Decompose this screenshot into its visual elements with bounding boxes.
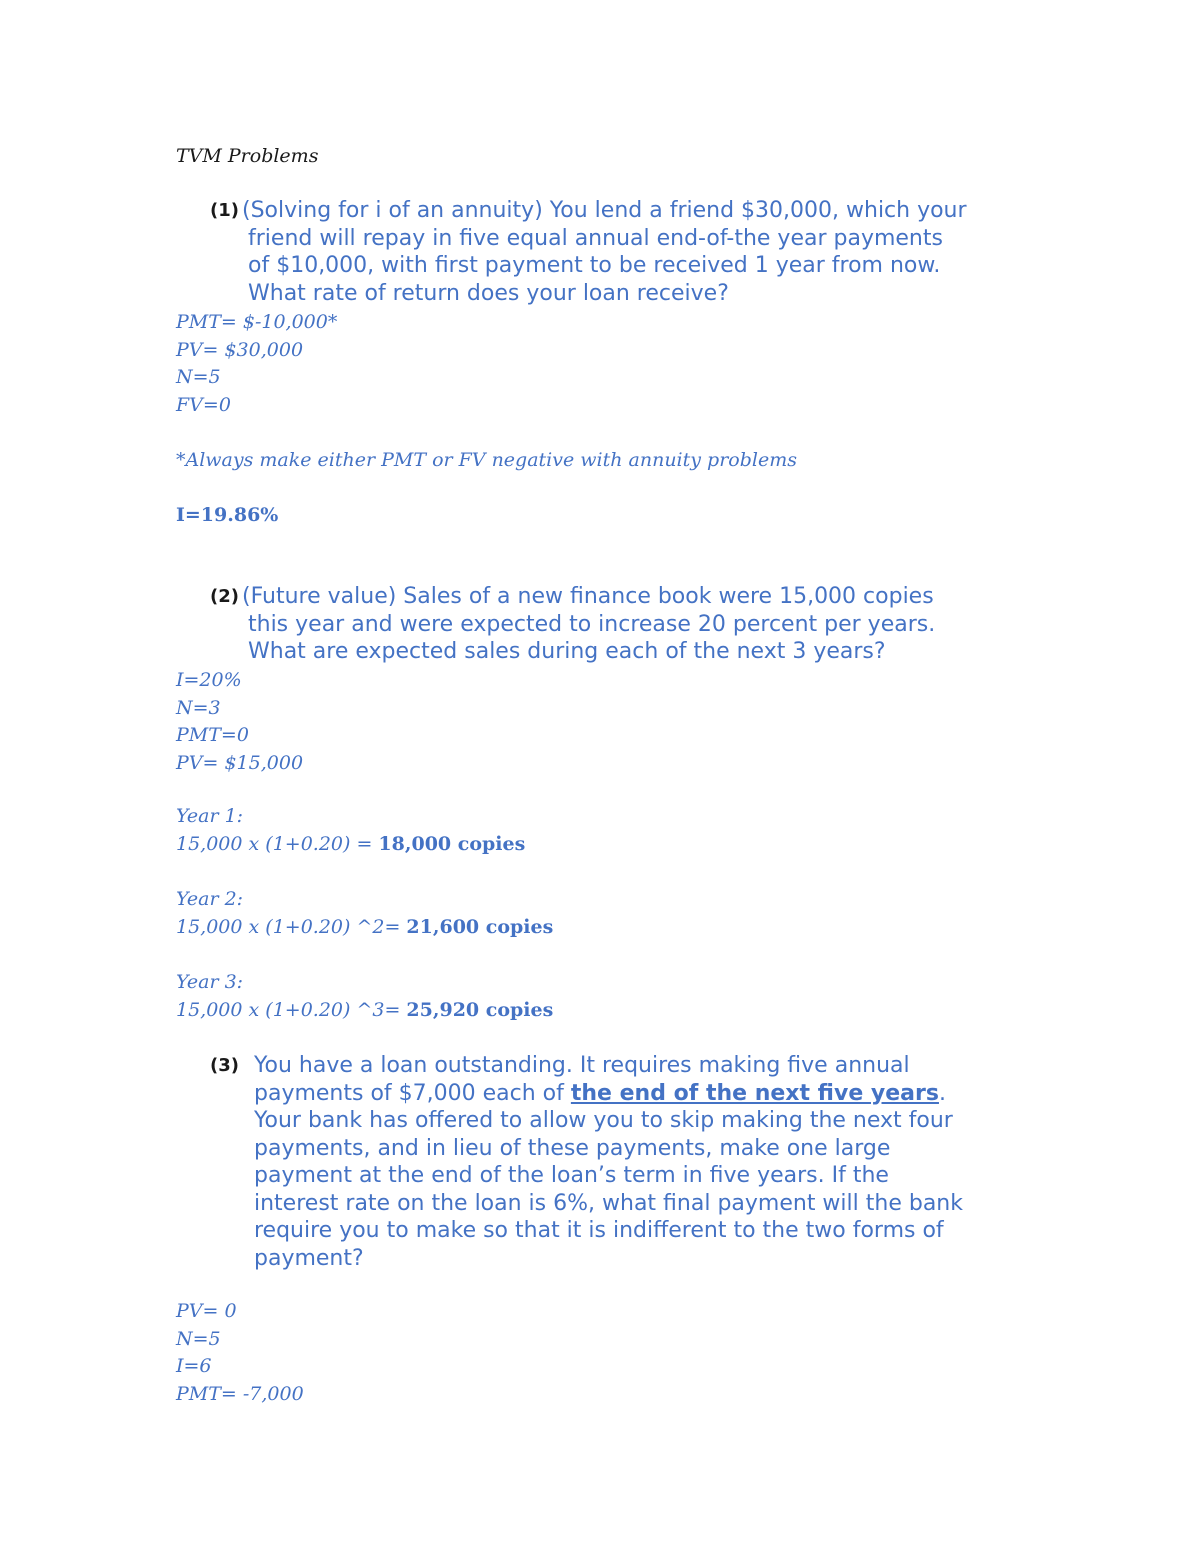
year-result: 25,920 copies — [406, 998, 554, 1021]
problem-3-line: payments, and in lieu of these payments, make one large — [254, 1135, 891, 1161]
problem-3-line: payment? — [254, 1245, 364, 1271]
year-formula: 15,000 x (1+0.20) ^3= — [176, 998, 407, 1021]
year-formula: 15,000 x (1+0.20) = — [176, 832, 379, 855]
problem-3-line: You have a loan outstanding. It requires making five annual — [254, 1053, 910, 1078]
year-label: Year 3: — [176, 971, 244, 993]
problem-3-line-post: . — [938, 1080, 946, 1106]
problem-2-line: this year and were expected to increase 20 percent per years. — [248, 611, 936, 637]
problem-3-line: Your bank has offered to allow you to skip making the next four — [254, 1108, 953, 1133]
problem-1-line: What rate of return does your loan receive? — [248, 280, 729, 306]
problem-1-line: (Solving for i of an annuity) You lend a friend $30,000, which your — [242, 198, 967, 223]
input-i: I=20% — [176, 669, 242, 691]
problem-3-line: interest rate on the loan is 6%, what final payment will the bank — [254, 1190, 963, 1216]
input-pv: PV= $30,000 — [176, 338, 304, 361]
problem-3-line: require you to make so that it is indifferent to the two forms of — [254, 1218, 944, 1243]
input-n: N=3 — [176, 696, 221, 719]
problem-3-emphasis: the end of the next five years — [570, 1080, 939, 1106]
year-result: 18,000 copies — [378, 832, 526, 855]
page-title: TVM Problems — [176, 145, 319, 167]
year-label: Year 2: — [176, 888, 244, 910]
problem-1-note: *Always make either PMT or FV negative with annuity problems — [176, 449, 797, 471]
problem-3-line: payment at the end of the loan’s term in five years. If the — [254, 1163, 889, 1188]
year-result: 21,600 copies — [406, 915, 554, 938]
problem-2-inputs — [176, 667, 303, 777]
input-pv: PV= $15,000 — [176, 751, 304, 774]
year-formula: 15,000 x (1+0.20) ^2= — [176, 915, 407, 938]
year-3-block — [176, 969, 553, 1024]
year-1-block — [176, 803, 525, 858]
problem-3-question — [210, 1052, 1040, 1272]
problem-2-question — [210, 583, 1040, 666]
input-pmt: PMT= $-10,000* — [176, 311, 338, 333]
problem-1-number: (1) — [210, 200, 239, 221]
problem-3-line-pre: payments of $7,000 each of — [254, 1080, 571, 1106]
input-pv: PV= 0 — [176, 1300, 237, 1322]
problem-3-inputs — [176, 1298, 304, 1408]
input-pmt: PMT=0 — [176, 724, 249, 746]
problem-2-line: What are expected sales during each of the next 3 years? — [248, 639, 886, 664]
input-fv: FV=0 — [176, 393, 231, 416]
input-i: I=6 — [176, 1355, 212, 1377]
input-pmt: PMT= -7,000 — [176, 1382, 304, 1405]
problem-1-question — [210, 197, 1040, 307]
problem-1-inputs — [176, 309, 337, 419]
input-n: N=5 — [176, 1327, 221, 1350]
input-n: N=5 — [176, 366, 221, 388]
problem-1-line: of $10,000, with first payment to be received 1 year from now. — [248, 253, 941, 278]
year-2-block — [176, 886, 553, 941]
problem-3-number: (3) — [210, 1055, 239, 1076]
year-label: Year 1: — [176, 805, 244, 827]
problem-1-line: friend will repay in five equal annual end-of-the year payments — [248, 225, 943, 251]
problem-1-answer: I=19.86% — [176, 504, 279, 526]
problem-2-line: (Future value) Sales of a new finance book were 15,000 copies — [242, 584, 934, 609]
problem-2-number: (2) — [210, 586, 239, 607]
